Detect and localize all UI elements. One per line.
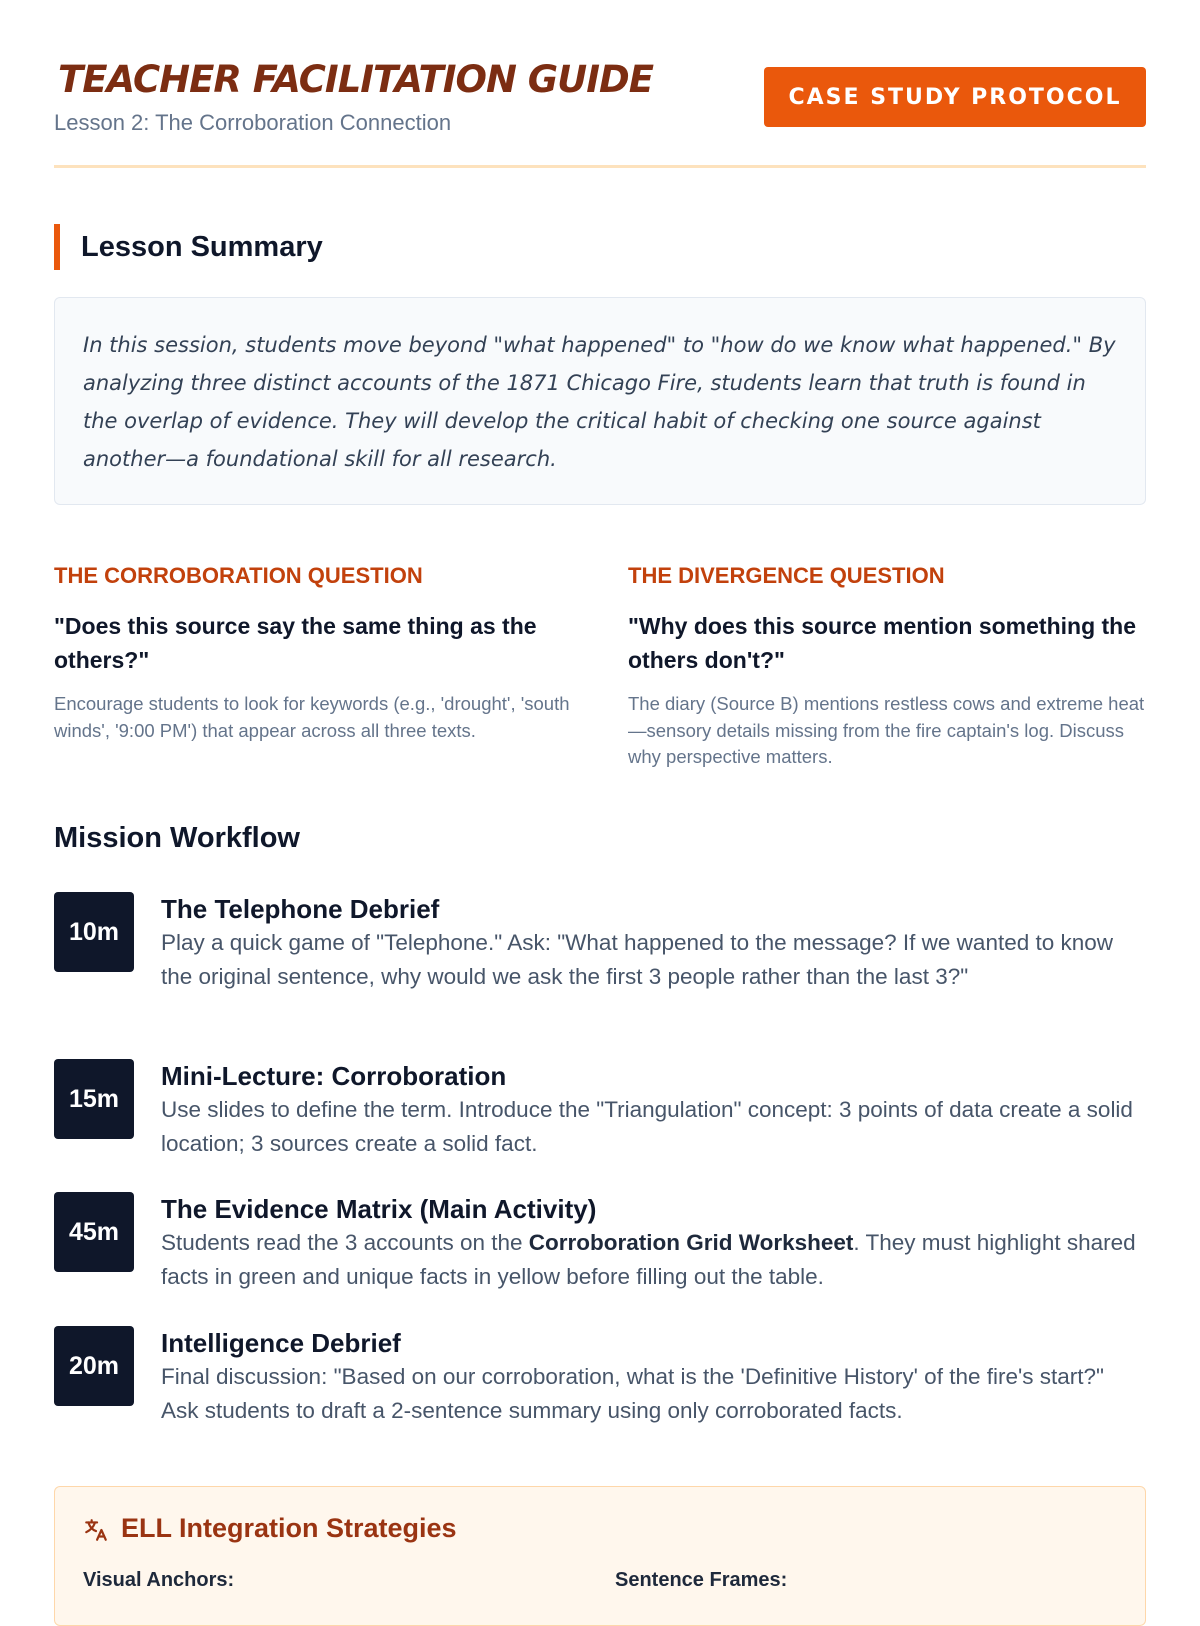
page-header (54, 0, 1146, 168)
step-duration-badge: 10m (54, 892, 134, 972)
step-body (161, 1059, 1146, 1160)
case-study-protocol-button[interactable]: CASE STUDY PROTOCOL (764, 67, 1146, 127)
mission-workflow-heading: Mission Workflow (54, 822, 300, 854)
page-title: TEACHER FACILITATION GUIDE (58, 58, 653, 101)
question-text: "Does this source say the same thing as the others?" (54, 613, 537, 673)
worksheet-name: Corroboration Grid Worksheet (528, 1230, 854, 1255)
step-description (161, 1226, 1146, 1293)
step-duration-badge: 15m (54, 1059, 134, 1139)
step-title: Intelligence Debrief (161, 1328, 401, 1358)
ell-strategies-box (54, 1486, 1146, 1626)
step-body (161, 892, 1146, 993)
step-title: The Telephone Debrief (161, 894, 440, 924)
step-duration-badge: 45m (54, 1192, 134, 1272)
lesson-summary-box (54, 297, 1146, 505)
step-body (161, 1192, 1146, 1293)
step-title: The Evidence Matrix (Main Activity) (161, 1194, 597, 1224)
step-description-part: Students read the 3 accounts on the (161, 1230, 529, 1255)
step-description: Use slides to define the term. Introduce the "Triangulation" concept: 3 points of data create a solid location; 3 sources create a solid fact. (161, 1097, 1133, 1156)
question-note: The diary (Source B) mentions restless cows and extreme heat—sensory details missing from the fire captain's log. Discuss why perspective matters. (628, 693, 1145, 767)
corroboration-question (54, 563, 582, 744)
step-body (161, 1326, 1146, 1427)
question-label: THE CORROBORATION QUESTION (54, 563, 423, 588)
step-duration-badge: 20m (54, 1326, 134, 1406)
sentence-frames-label: Sentence Frames: (615, 1569, 788, 1591)
question-text: "Why does this source mention something the others don't?" (628, 613, 1137, 673)
lesson-summary-heading: Lesson Summary (54, 224, 323, 270)
step-description-part: . They must highlight shared facts in green and unique facts in yellow before filling out the table. (161, 1230, 1136, 1289)
lesson-summary-text: In this session, students move beyond "what happened" to "how do we know what happened." By analyzing three distinct accounts of the 1871 Chicago Fire, students learn that truth is found in the overlap of evidence. They will develop the critical habit of checking one source against another—a foundational skill for all research. (83, 333, 1116, 471)
step-description: Play a quick game of "Telephone." Ask: "What happened to the message? If we wanted to know the original sentence, why would we ask the first 3 people rather than the last 3?" (161, 930, 1114, 989)
translate-icon (83, 1517, 109, 1543)
question-note: Encourage students to look for keywords (e.g., 'drought', 'south winds', '9:00 PM') that appear across all three texts. (54, 693, 570, 741)
visual-anchors-label: Visual Anchors: (83, 1569, 235, 1591)
step-description: Final discussion: "Based on our corroboration, what is the 'Definitive History' of the fire's start?" Ask students to draft a 2-sentence summary using only corroborated facts. (161, 1364, 1105, 1423)
lesson-subtitle: Lesson 2: The Corroboration Connection (54, 110, 452, 135)
question-label: THE DIVERGENCE QUESTION (628, 563, 945, 588)
ell-title: ELL Integration Strategies (121, 1513, 457, 1543)
step-title: Mini-Lecture: Corroboration (161, 1061, 507, 1091)
divergence-question (628, 563, 1156, 771)
